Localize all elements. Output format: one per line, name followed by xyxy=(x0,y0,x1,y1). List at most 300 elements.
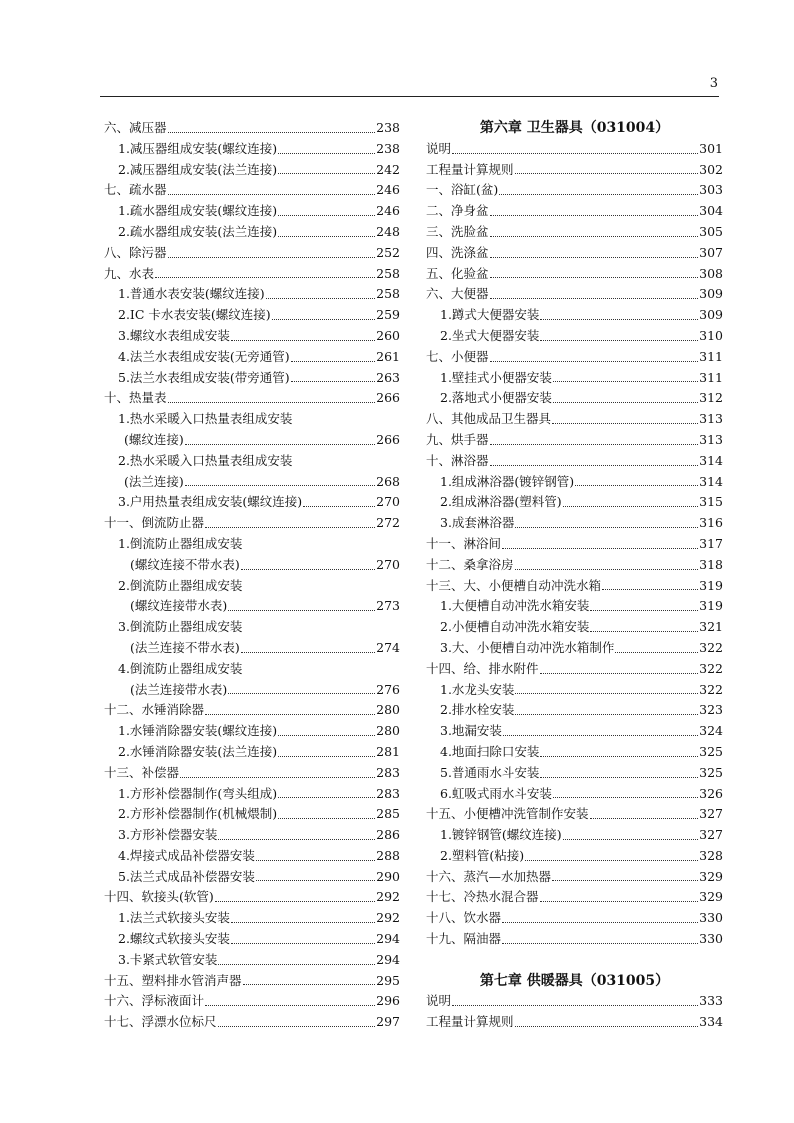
toc-entry-title: 1.蹲式大便器安装 xyxy=(440,307,540,323)
toc-entry xyxy=(426,763,723,784)
toc-entry-page: 311 xyxy=(699,348,723,364)
toc-entry-title: 三、洗脸盆 xyxy=(426,223,489,239)
toc-entry-title: 3.倒流防止器组成安装 xyxy=(118,619,243,635)
toc-entry xyxy=(104,596,400,617)
dot-leader xyxy=(452,1005,698,1006)
toc-entry-title: 1.热水采暖入口热量表组成安装 xyxy=(118,411,293,427)
toc-entry xyxy=(104,721,400,742)
dot-leader xyxy=(515,527,698,528)
toc-entry xyxy=(104,222,400,243)
toc-entry-page: 295 xyxy=(376,972,400,988)
dot-leader xyxy=(540,673,699,674)
dot-leader xyxy=(515,1026,699,1027)
toc-entry-page: 276 xyxy=(376,681,400,697)
toc-entry-title: 1.倒流防止器组成安装 xyxy=(118,535,243,551)
toc-entry-title: 1.方形补偿器制作(弯头组成) xyxy=(118,785,278,801)
dot-leader xyxy=(256,860,375,861)
toc-entry-page: 317 xyxy=(699,535,723,551)
toc-entry xyxy=(426,991,723,1012)
toc-entry-page: 308 xyxy=(699,265,723,281)
dot-leader xyxy=(272,319,375,320)
dot-leader xyxy=(590,818,699,819)
toc-entry xyxy=(426,576,723,597)
toc-entry-page: 297 xyxy=(376,1014,400,1030)
toc-entry xyxy=(104,846,400,867)
toc-entry-title: 七、疏水器 xyxy=(104,182,167,198)
dot-leader xyxy=(503,735,698,736)
dot-leader xyxy=(602,589,698,590)
toc-entry-title: 十五、小便槽冲洗管制作安装 xyxy=(426,806,589,822)
dot-leader xyxy=(515,693,698,694)
toc-entry-page: 314 xyxy=(699,473,723,489)
toc-entry xyxy=(426,929,723,950)
toc-entry-page: 327 xyxy=(699,827,723,843)
toc-entry-page: 321 xyxy=(699,619,723,635)
toc-entry-page: 258 xyxy=(376,286,400,302)
toc-entry-page: 283 xyxy=(376,785,400,801)
toc-entry-title: 1.普通水表安装(螺纹连接) xyxy=(118,286,265,302)
toc-entry-title: 5.法兰式成品补偿器安装 xyxy=(118,868,255,884)
toc-entry-page: 292 xyxy=(376,889,400,905)
dot-leader xyxy=(502,943,698,944)
toc-entry xyxy=(426,264,723,285)
toc-entry-page: 280 xyxy=(376,702,400,718)
toc-entry-page: 325 xyxy=(699,764,723,780)
toc-entry xyxy=(426,409,723,430)
toc-entry-page: 315 xyxy=(699,494,723,510)
dot-leader xyxy=(291,381,375,382)
toc-entry-page: 246 xyxy=(376,182,400,198)
toc-entry-title: 一、浴缸(盆) xyxy=(426,182,499,198)
toc-entry-page: 248 xyxy=(376,223,400,239)
dot-leader xyxy=(266,298,375,299)
toc-entry xyxy=(104,326,400,347)
toc-entry-title: 十四、软接头(软管) xyxy=(104,889,214,905)
toc-entry-title: 2.水锤消除器安装(法兰连接) xyxy=(118,743,278,759)
toc-entry xyxy=(104,264,400,285)
toc-entry-title: 十、淋浴器 xyxy=(426,452,489,468)
dot-leader xyxy=(241,652,375,653)
toc-entry-title: 九、烘手器 xyxy=(426,431,489,447)
toc-entry-page: 266 xyxy=(376,390,400,406)
toc-entry-page: 288 xyxy=(376,847,400,863)
toc-entry-page: 313 xyxy=(699,431,723,447)
dot-leader xyxy=(185,444,375,445)
toc-entry-title: (法兰连接不带水表) xyxy=(130,639,240,655)
toc-entry-title: 六、减压器 xyxy=(104,120,167,135)
toc-entry-page: 292 xyxy=(376,910,400,926)
dot-leader xyxy=(168,402,376,403)
dot-leader xyxy=(490,361,699,362)
toc-entry-title: 2.方形补偿器制作(机械煨制) xyxy=(118,806,278,822)
dot-leader xyxy=(490,277,699,278)
toc-entry xyxy=(426,139,723,160)
toc-entry-page: 285 xyxy=(376,806,400,822)
dot-leader xyxy=(185,485,375,486)
dot-leader xyxy=(218,839,375,840)
dot-leader xyxy=(490,236,699,237)
toc-entry-title: 1.疏水器组成安装(螺纹连接) xyxy=(118,203,278,219)
toc-entry xyxy=(426,784,723,805)
dot-leader xyxy=(231,340,375,341)
toc-entry-page: 303 xyxy=(699,182,723,198)
toc-entry-title: 4.焊接式成品补偿器安装 xyxy=(118,847,255,863)
dot-leader xyxy=(490,215,699,216)
toc-entry-title: 2.小便槽自动冲洗水箱安装 xyxy=(440,619,590,635)
toc-entry xyxy=(104,908,400,929)
toc-entry xyxy=(104,430,400,451)
toc-entry xyxy=(104,638,400,659)
header-rule xyxy=(100,96,719,97)
toc-entry xyxy=(104,139,400,160)
toc-entry-title: 1.减压器组成安装(螺纹连接) xyxy=(118,140,278,156)
toc-entry xyxy=(426,555,723,576)
toc-entry-title: 3.地漏安装 xyxy=(440,723,502,739)
dot-leader xyxy=(205,527,375,528)
dot-leader xyxy=(278,735,375,736)
toc-entry-title: 6.虹吸式雨水斗安装 xyxy=(440,785,552,801)
toc-entry-title: 说明 xyxy=(426,140,452,156)
toc-entry xyxy=(104,368,400,389)
dot-leader xyxy=(540,340,698,341)
toc-entry-title: 七、小便器 xyxy=(426,348,489,364)
dot-leader xyxy=(540,756,698,757)
toc-entry-title: 十三、大、小便槽自动冲洗水箱 xyxy=(426,577,602,593)
dot-leader xyxy=(540,319,698,320)
dot-leader xyxy=(590,631,698,632)
toc-entry-page: 327 xyxy=(699,806,723,822)
dot-leader xyxy=(278,818,375,819)
dot-leader xyxy=(228,610,375,611)
toc-entry-page: 238 xyxy=(376,120,400,135)
toc-entry-page: 286 xyxy=(376,827,400,843)
dot-leader xyxy=(278,153,375,154)
toc-entry-title: 1.水龙头安装 xyxy=(440,681,515,697)
toc-entry xyxy=(104,284,400,305)
toc-entry xyxy=(426,825,723,846)
dot-leader xyxy=(278,756,375,757)
toc-entry-title: 十六、蒸汽—水加热器 xyxy=(426,868,552,884)
toc-entry-page: 314 xyxy=(699,452,723,468)
toc-entry xyxy=(426,492,723,513)
toc-entry xyxy=(104,492,400,513)
dot-leader xyxy=(563,839,698,840)
dot-leader xyxy=(278,236,375,237)
toc-entry-page: 252 xyxy=(376,244,400,260)
toc-entry xyxy=(104,118,400,139)
toc-entry-title: (螺纹连接不带水表) xyxy=(130,556,240,572)
toc-entry-page: 334 xyxy=(699,1014,723,1030)
toc-entry xyxy=(426,659,723,680)
toc-entry-title: 2.热水采暖入口热量表组成安装 xyxy=(118,452,293,468)
toc-entry-page: 318 xyxy=(699,556,723,572)
toc-entry-page: 280 xyxy=(376,723,400,739)
toc-entry xyxy=(104,867,400,888)
toc-entry xyxy=(104,576,400,597)
toc-entry-title: 2.减压器组成安装(法兰连接) xyxy=(118,161,278,177)
dot-leader xyxy=(563,506,698,507)
toc-entry xyxy=(426,347,723,368)
toc-entry-title: 3.大、小便槽自动冲洗水箱制作 xyxy=(440,639,615,655)
toc-entry xyxy=(426,908,723,929)
toc-entry xyxy=(426,472,723,493)
toc-entry-title: (法兰连接带水表) xyxy=(130,681,228,697)
dot-leader xyxy=(553,402,698,403)
dot-leader xyxy=(615,652,698,653)
dot-leader xyxy=(540,901,699,902)
toc-entry xyxy=(426,742,723,763)
dot-leader xyxy=(553,381,698,382)
toc-entry-title: 4.倒流防止器组成安装 xyxy=(118,660,243,676)
toc-entry xyxy=(104,950,400,971)
toc-entry-title: 3.螺纹水表组成安装 xyxy=(118,327,230,343)
toc-entry xyxy=(426,284,723,305)
toc-entry-page: 325 xyxy=(699,743,723,759)
toc-entry xyxy=(104,742,400,763)
toc-entry xyxy=(426,388,723,409)
toc-entry-page: 316 xyxy=(699,515,723,531)
toc-entry-title: 五、化验盆 xyxy=(426,265,489,281)
dot-leader xyxy=(168,257,376,258)
dot-leader xyxy=(215,901,375,902)
toc-entry-title: 1.壁挂式小便器安装 xyxy=(440,369,552,385)
toc-entry-page: 307 xyxy=(699,244,723,260)
toc-entry xyxy=(104,991,400,1012)
toc-entry-page: 305 xyxy=(699,223,723,239)
toc-entry-title: 3.户用热量表组成安装(螺纹连接) xyxy=(118,494,303,510)
toc-entry xyxy=(104,887,400,908)
toc-entry xyxy=(426,430,723,451)
toc-entry xyxy=(426,846,723,867)
dot-leader xyxy=(490,257,699,258)
toc-entry-page: 322 xyxy=(699,660,723,676)
toc-entry-title: 1.法兰式软接头安装 xyxy=(118,910,230,926)
toc-entry xyxy=(426,867,723,888)
toc-entry xyxy=(104,243,400,264)
dot-leader xyxy=(231,922,375,923)
toc-entry-page: 281 xyxy=(376,743,400,759)
toc-entry-page: 273 xyxy=(376,598,400,614)
dot-leader xyxy=(303,506,375,507)
toc-entry-title: 十六、浮标液面计 xyxy=(104,993,205,1009)
dot-leader xyxy=(241,569,375,570)
toc-entry xyxy=(426,638,723,659)
toc-entry-title: 2.塑料管(粘接) xyxy=(440,847,525,863)
dot-leader xyxy=(278,797,375,798)
toc-entry-title: 十七、冷热水混合器 xyxy=(426,889,539,905)
toc-entry-title: 2.排水栓安装 xyxy=(440,702,515,718)
toc-entry-page: 272 xyxy=(376,515,400,531)
dot-leader xyxy=(525,860,698,861)
toc-entry-title: 十五、塑料排水管消声器 xyxy=(104,972,242,988)
toc-entry-page: 333 xyxy=(699,993,723,1009)
dot-leader xyxy=(278,215,375,216)
toc-entry xyxy=(104,201,400,222)
dot-leader xyxy=(575,485,698,486)
toc-entry xyxy=(104,534,400,555)
toc-entry-title: 2.倒流防止器组成安装 xyxy=(118,577,243,593)
dot-leader xyxy=(218,964,375,965)
dot-leader xyxy=(231,943,375,944)
toc-entry-title: 工程量计算规则 xyxy=(426,161,514,177)
dot-leader xyxy=(291,361,375,362)
toc-entry xyxy=(104,305,400,326)
toc-entry-page: 294 xyxy=(376,931,400,947)
dot-leader xyxy=(552,880,698,881)
toc-entry xyxy=(104,160,400,181)
toc-entry-page: 294 xyxy=(376,951,400,967)
toc-entry-title: 九、水表 xyxy=(104,265,155,281)
toc-entry-title: 2.疏水器组成安装(法兰连接) xyxy=(118,223,278,239)
toc-entry-title: 二、净身盆 xyxy=(426,203,489,219)
toc-entry xyxy=(104,825,400,846)
dot-leader xyxy=(590,610,698,611)
chapter-7-entries xyxy=(426,991,723,1033)
toc-entry-page: 309 xyxy=(699,307,723,323)
dot-leader xyxy=(490,298,699,299)
toc-entry xyxy=(426,326,723,347)
toc-entry-page: 304 xyxy=(699,203,723,219)
toc-entry-page: 323 xyxy=(699,702,723,718)
toc-entry-title: 八、除污器 xyxy=(104,244,167,260)
dot-leader xyxy=(205,714,375,715)
toc-left-column xyxy=(104,118,400,1033)
page-number: 3 xyxy=(709,76,718,91)
toc-entry xyxy=(426,305,723,326)
toc-entry-page: 313 xyxy=(699,411,723,427)
toc-entry-page: 268 xyxy=(376,473,400,489)
toc-entry xyxy=(426,513,723,534)
toc-entry-title: 十一、淋浴间 xyxy=(426,535,502,551)
toc-entry-page: 312 xyxy=(699,390,723,406)
toc-entry xyxy=(426,617,723,638)
toc-entry-title: 2.坐式大便器安装 xyxy=(440,327,540,343)
toc-entry-page: 238 xyxy=(376,140,400,156)
toc-entry-title: 十九、隔油器 xyxy=(426,931,502,947)
chapter-6-heading: 第六章 卫生器具（031004） xyxy=(479,120,670,136)
toc-entry xyxy=(426,804,723,825)
dot-leader xyxy=(218,1026,376,1027)
dot-leader xyxy=(490,444,699,445)
toc-entry-title: 十二、桑拿浴房 xyxy=(426,556,514,572)
toc-entry-title: 3.卡紧式软管安装 xyxy=(118,951,218,967)
toc-entry-page: 330 xyxy=(699,931,723,947)
toc-entry-title: 说明 xyxy=(426,993,452,1009)
toc-entry-page: 328 xyxy=(699,847,723,863)
toc-entry-page: 330 xyxy=(699,910,723,926)
dot-leader xyxy=(499,194,698,195)
toc-entry-title: 2.螺纹式软接头安装 xyxy=(118,931,230,947)
toc-entry-page: 283 xyxy=(376,764,400,780)
toc-entry-page: 296 xyxy=(376,993,400,1009)
toc-entry-title: 十二、水锤消除器 xyxy=(104,702,205,718)
toc-entry-title: 工程量计算规则 xyxy=(426,1014,514,1030)
dot-leader xyxy=(228,693,375,694)
toc-entry-page: 319 xyxy=(699,598,723,614)
toc-entry-page: 258 xyxy=(376,265,400,281)
toc-entry xyxy=(104,513,400,534)
toc-entry-title: 1.镀锌钢管(螺纹连接) xyxy=(440,827,562,843)
dot-leader xyxy=(552,423,698,424)
dot-leader xyxy=(502,548,698,549)
toc-entry xyxy=(426,243,723,264)
toc-entry-title: 3.方形补偿器安装 xyxy=(118,827,218,843)
toc-entry-page: 242 xyxy=(376,161,400,177)
toc-entry xyxy=(426,1012,723,1033)
toc-entry-title: 2.IC 卡水表安装(螺纹连接) xyxy=(118,307,271,323)
toc-entry xyxy=(104,1012,400,1033)
dot-leader xyxy=(553,797,698,798)
toc-entry-page: 326 xyxy=(699,785,723,801)
toc-entry xyxy=(104,388,400,409)
toc-entry-page: 310 xyxy=(699,327,723,343)
toc-entry-title: 十三、补偿器 xyxy=(104,764,180,780)
dot-leader xyxy=(180,777,375,778)
dot-leader xyxy=(168,194,376,195)
toc-entry xyxy=(104,347,400,368)
toc-entry xyxy=(426,368,723,389)
toc-entry-title: 4.地面扫除口安装 xyxy=(440,743,540,759)
toc-entry xyxy=(104,659,400,680)
chapter-7-heading: 第七章 供暖器具（031005） xyxy=(479,972,670,989)
toc-entry-page: 261 xyxy=(376,348,400,364)
toc-entry xyxy=(104,700,400,721)
toc-entry-title: (法兰连接) xyxy=(124,473,184,489)
dot-leader xyxy=(515,714,698,715)
chapter-gap xyxy=(426,950,723,971)
toc-entry xyxy=(426,700,723,721)
toc-entry-title: 5.法兰水表组成安装(带旁通管) xyxy=(118,369,290,385)
toc-entry-title: 六、大便器 xyxy=(426,286,489,302)
toc-entry-title: 十七、浮漂水位标尺 xyxy=(104,1014,217,1030)
toc-entry xyxy=(426,451,723,472)
dot-leader xyxy=(256,880,375,881)
chapter-6-entries xyxy=(426,139,723,950)
toc-entry-title: 2.组成淋浴器(塑料管) xyxy=(440,494,562,510)
toc-entry-title: 四、洗涤盆 xyxy=(426,244,489,260)
toc-right-column xyxy=(426,118,723,1033)
toc-entry xyxy=(426,201,723,222)
toc-entry xyxy=(104,784,400,805)
toc-entry xyxy=(426,680,723,701)
toc-entry-title: 2.落地式小便器安装 xyxy=(440,390,552,406)
toc-entry-page: 290 xyxy=(376,868,400,884)
toc-entry-title: 十一、倒流防止器 xyxy=(104,515,205,531)
toc-entry-title: 十、热量表 xyxy=(104,390,167,406)
dot-leader xyxy=(490,465,699,466)
toc-entry xyxy=(104,451,400,472)
toc-entry-page: 309 xyxy=(699,286,723,302)
toc-entry xyxy=(426,596,723,617)
dot-leader xyxy=(452,153,698,154)
dot-leader xyxy=(540,777,698,778)
toc-entry-page: 322 xyxy=(699,681,723,697)
dot-leader xyxy=(515,569,699,570)
dot-leader xyxy=(155,277,375,278)
toc-entry-title: 八、其他成品卫生器具 xyxy=(426,411,552,427)
toc-entry xyxy=(104,180,400,201)
toc-entry-title: 十四、给、排水附件 xyxy=(426,660,539,676)
toc-entry xyxy=(426,721,723,742)
toc-entry xyxy=(104,617,400,638)
toc-entry-page: 301 xyxy=(699,140,723,156)
dot-leader xyxy=(168,132,376,133)
toc-entry-title: 4.法兰水表组成安装(无旁通管) xyxy=(118,348,290,364)
toc-entry-title: (螺纹连接带水表) xyxy=(130,598,228,614)
toc-entry-title: (螺纹连接) xyxy=(124,431,184,447)
toc-entry-title: 1.水锤消除器安装(螺纹连接) xyxy=(118,723,278,739)
toc-entry-page: 260 xyxy=(376,327,400,343)
